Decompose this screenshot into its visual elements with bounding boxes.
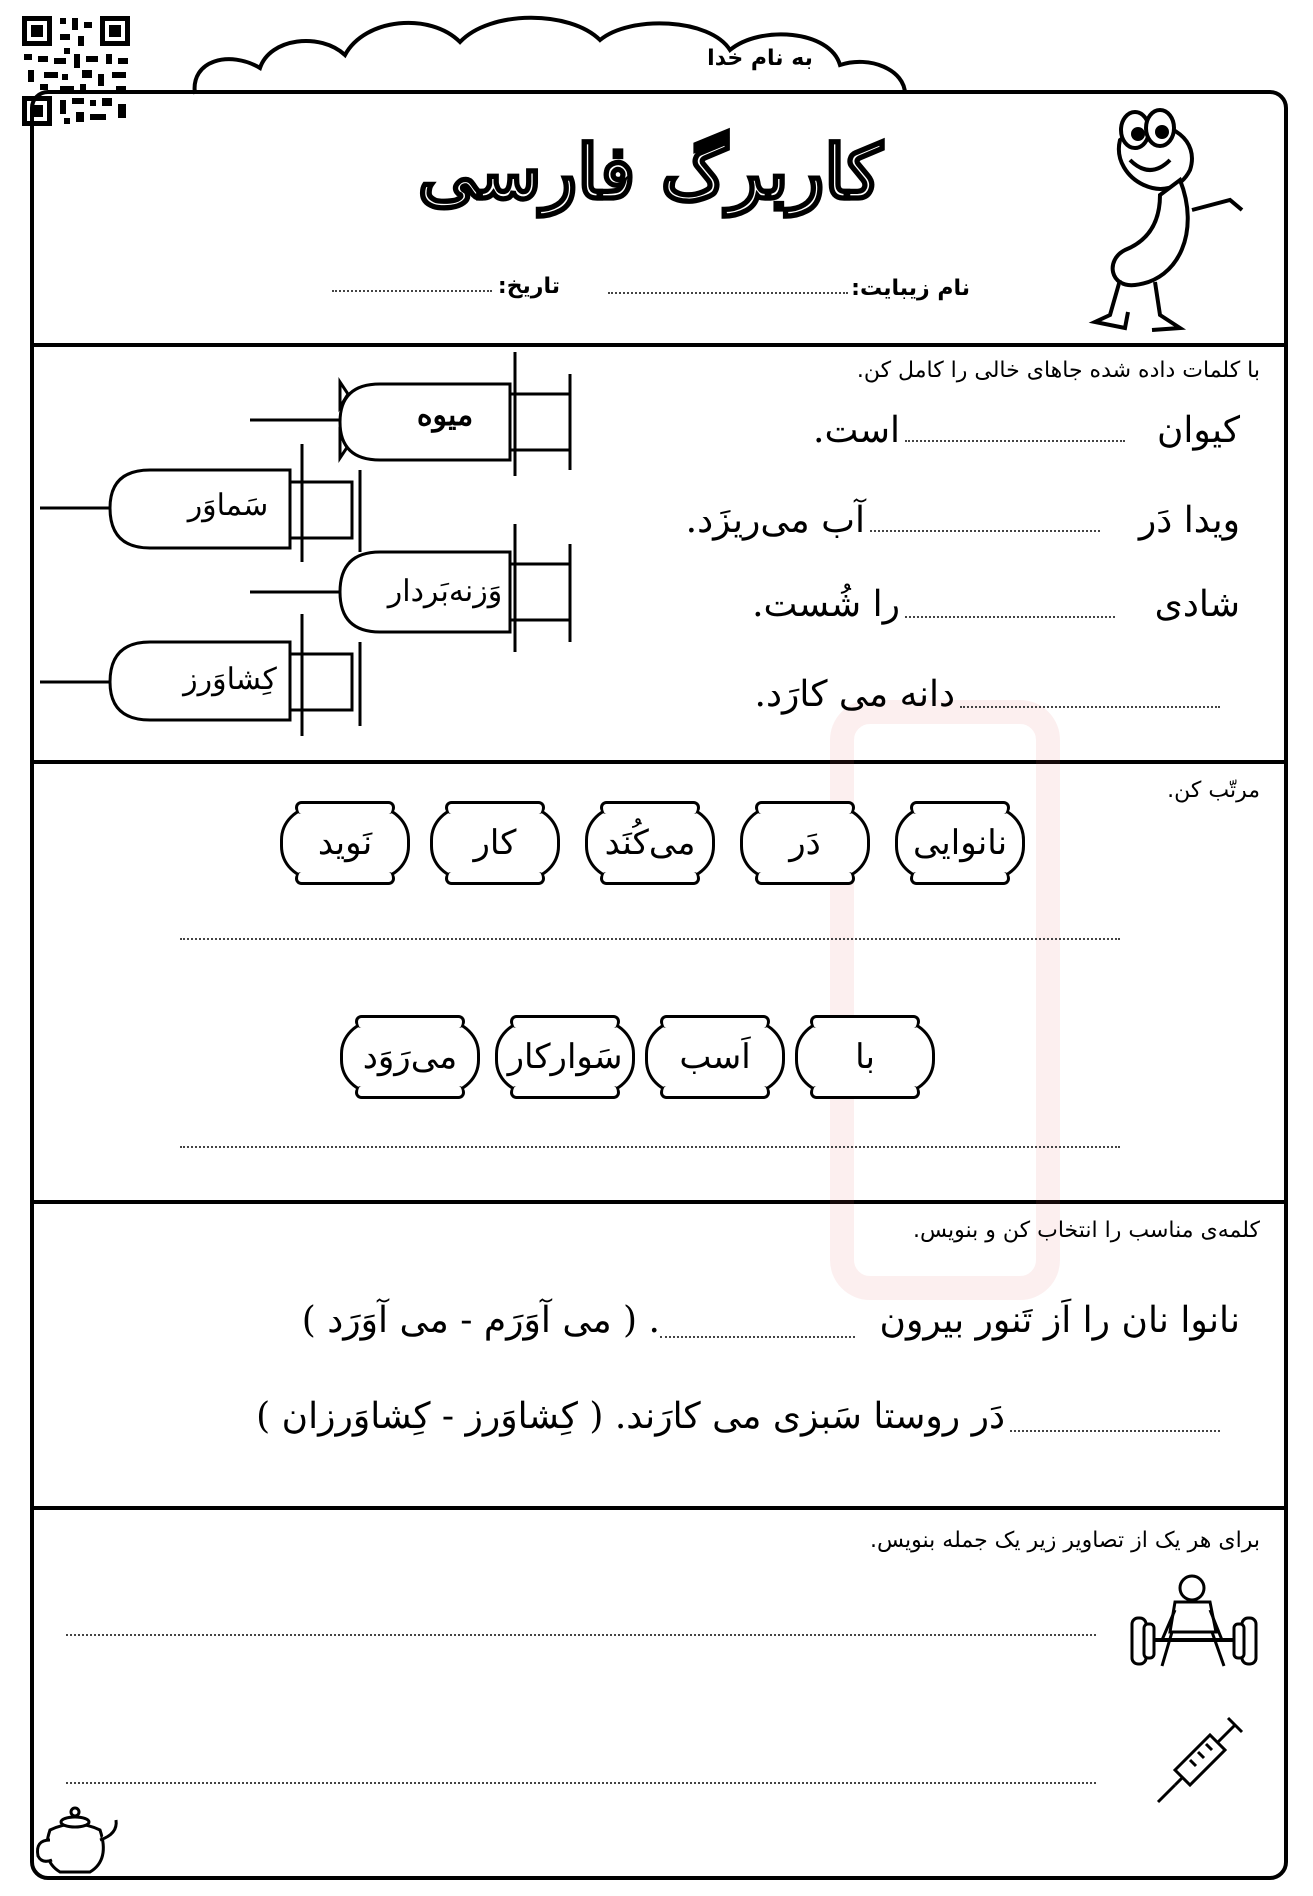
word-card[interactable]: دَر — [740, 806, 870, 880]
word-card[interactable]: می‌رَوَد — [340, 1020, 480, 1094]
section3-instruction: کلمه‌ی مناسب را انتخاب کن و بنویس. — [913, 1218, 1260, 1243]
sentence2-end: آب می‌ریزَد. — [685, 500, 865, 541]
word-card[interactable]: با — [795, 1020, 935, 1094]
blank2[interactable] — [870, 530, 1100, 532]
sentence1-start: کیوان — [1156, 410, 1240, 451]
syringe-word-2: سَماوَر — [187, 488, 269, 523]
section2-instruction: مرتّب کن. — [1167, 778, 1260, 803]
syringe-word-1: میوه — [416, 398, 474, 433]
syringe-word-4: کِشاوَرز — [183, 662, 277, 697]
blank4[interactable] — [960, 706, 1220, 708]
weightlifter-icon — [1130, 1570, 1260, 1680]
sentence3-end: را شُست. — [752, 584, 900, 625]
date-label: تاریخ: — [497, 274, 560, 299]
sentence3-start: شادی — [1154, 584, 1240, 625]
choice-sentence-1: نانوا نان را اَز تَنور بیرون — [879, 1300, 1240, 1341]
choice-blank-2[interactable] — [1010, 1430, 1220, 1432]
choice-blank-1[interactable] — [660, 1336, 855, 1338]
sentence-line-2[interactable] — [66, 1782, 1096, 1784]
section1-instruction: با کلمات داده شده جاهای خالی را کامل کن. — [856, 358, 1260, 383]
sentence4-end: دانه می کارَد. — [754, 674, 955, 715]
section4-instruction: برای هر یک از تصاویر زیر یک جمله بنویس. — [869, 1528, 1260, 1553]
sentence2-start: ویدا دَر — [1138, 500, 1240, 541]
blank3[interactable] — [905, 616, 1115, 618]
bismillah: به نام خدا — [707, 46, 813, 71]
syringe-icon — [1150, 1710, 1250, 1810]
choice-options-1: . ( می آوَرَم - می آوَرَد ) — [301, 1300, 660, 1341]
answer-line[interactable] — [180, 1146, 1120, 1148]
word-card[interactable]: نَوید — [280, 806, 410, 880]
divider — [30, 1506, 1288, 1510]
date-field[interactable] — [332, 290, 492, 292]
name-label: نام زیبایت: — [851, 276, 970, 301]
word-card[interactable]: سَوارکار — [495, 1020, 635, 1094]
word-card[interactable]: کار — [430, 806, 560, 880]
divider — [30, 760, 1288, 764]
word-card[interactable]: اَسب — [645, 1020, 785, 1094]
sentence-line-1[interactable] — [66, 1634, 1096, 1636]
blank1[interactable] — [905, 440, 1125, 442]
divider — [30, 343, 1288, 347]
page-title: کاربرگ فارسی — [417, 130, 883, 216]
name-field[interactable] — [608, 292, 848, 294]
syringe-word-3: وَزنه‌بَردار — [387, 574, 503, 609]
word-card[interactable]: می‌کُنَد — [585, 806, 715, 880]
mascot-icon — [1080, 100, 1250, 340]
sentence1-end: است. — [813, 410, 900, 451]
divider — [30, 1200, 1288, 1204]
watermark — [830, 700, 1060, 1300]
teapot-icon — [30, 1800, 120, 1878]
choice-sentence-2: دَر روستا سَبزی می کارَند. ( کِشاوَرز - کِشاوَرزان ) — [256, 1396, 1005, 1437]
answer-line[interactable] — [180, 938, 1120, 940]
word-card[interactable]: نانوایی — [895, 806, 1025, 880]
